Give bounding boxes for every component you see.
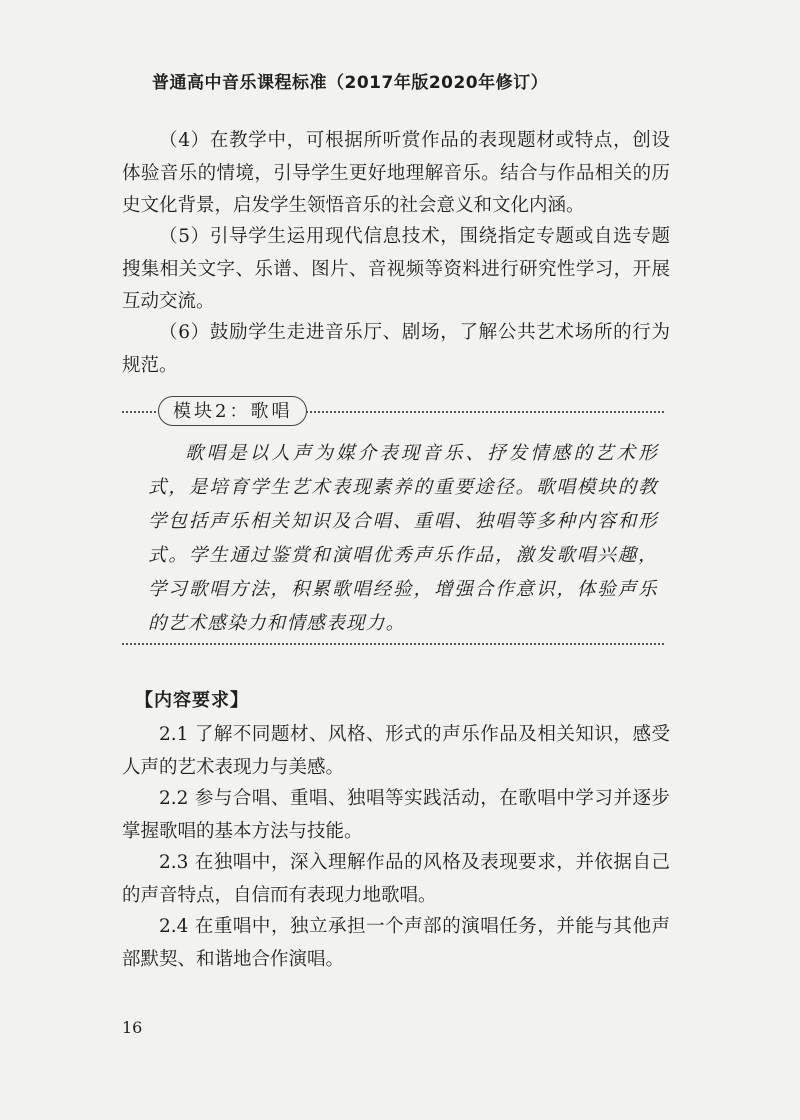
requirement-item: 2.2 参与合唱、重唱、独唱等实践活动，在歌唱中学习并逐步掌握歌唱的基本方法与技能。 (122, 788, 670, 842)
paragraph-4: （4）在教学中，可根据所听赏作品的表现题材或特点，创设体验音乐的情境，引导学生更好地理解音乐。结合与作品相关的历史文化背景，启发学生领悟音乐的社会意义和文化内涵。 (122, 130, 670, 216)
requirement-item: 2.4 在重唱中，独立承担一个声部的演唱任务，并能与其他声部默契、和谐地合作演唱。 (122, 916, 670, 970)
module-box-bottom-divider (122, 643, 664, 645)
module-intro-text: 歌唱是以人声为媒介表现音乐、抒发情感的艺术形式，是培育学生艺术表现素养的重要途径。歌唱模块的教学包括声乐相关知识及合唱、重唱、独唱等多种内容和形式。学生通过鉴赏和演唱优秀声乐作品，激发歌唱兴趣，学习歌唱方法，积累歌唱经验，增强合作意识，体验声乐的艺术感染力和情感表现力。 (148, 443, 658, 634)
module-tab-label: 模块2：歌唱 (158, 396, 307, 426)
page-number: 16 (122, 1018, 143, 1037)
page-header-title: 普通高中音乐课程标准（2017年版2020年修订） (152, 73, 549, 93)
content-requirements-heading: 【内容要求】 (135, 690, 249, 711)
paragraph-6: （6）鼓励学生走进音乐厅、剧场，了解公共艺术场所的行为规范。 (122, 322, 670, 376)
requirement-item: 2.1 了解不同题材、风格、形式的声乐作品及相关知识，感受人声的艺术表现力与美感。 (122, 724, 670, 778)
paragraph-5: （5）引导学生运用现代信息技术，围绕指定专题或自选专题搜集相关文字、乐谱、图片、音视频等资料进行研究性学习，开展互动交流。 (122, 226, 670, 312)
requirement-item: 2.3 在独唱中，深入理解作品的风格及表现要求，并依据自己的声音特点，自信而有表现力地歌唱。 (122, 852, 670, 906)
